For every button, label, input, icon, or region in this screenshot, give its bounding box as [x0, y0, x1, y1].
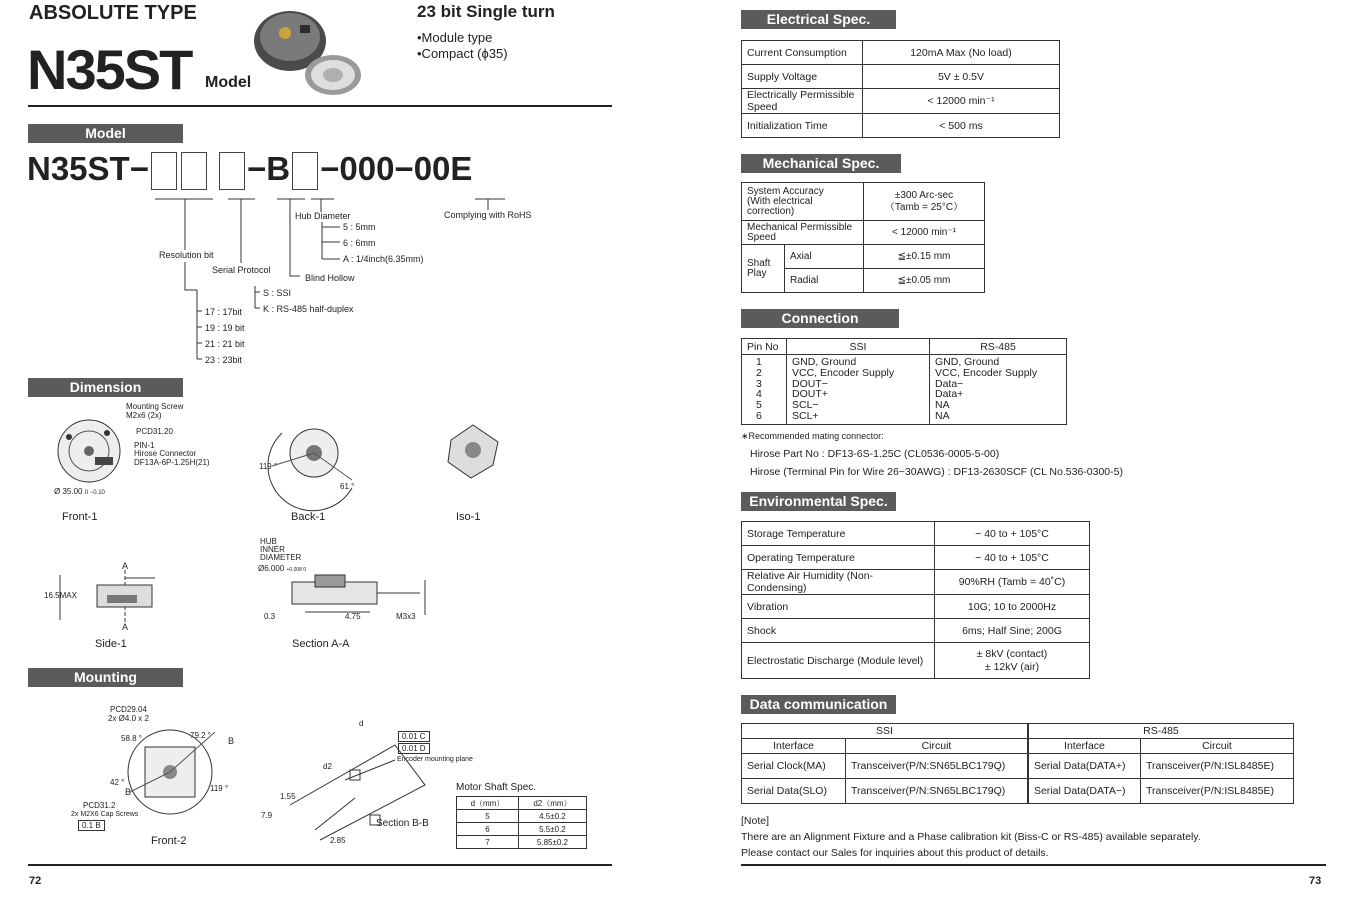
- m2x6-label: M2x6 (2x): [126, 411, 162, 420]
- d475-label: 4.75: [345, 612, 361, 621]
- model-label: Model: [205, 74, 252, 91]
- mech-speed-label-1: Mechanical Permissible: [747, 221, 853, 233]
- ssi-signal: DOUT+: [792, 388, 828, 401]
- angle-79-2-label: 79.2 °: [190, 731, 211, 740]
- shaft-col-d2: d2（mm）: [518, 797, 586, 810]
- current-label: Current Consumption: [742, 41, 863, 65]
- connector-note: ∗Recommended mating connector:: [741, 431, 884, 441]
- absolute-type-label: ABSOLUTE TYPE: [29, 2, 197, 24]
- dia35-value: Ø 35.00: [54, 487, 83, 496]
- pin-no: 3: [756, 377, 762, 390]
- voltage-label: Supply Voltage: [742, 65, 863, 89]
- tolerance-box: 0.1 B: [78, 820, 105, 831]
- environmental-spec-table: [741, 521, 1090, 679]
- rs485-interface: Serial Data(DATA+): [1028, 754, 1141, 779]
- dimension-section-header: Dimension: [28, 378, 183, 397]
- ssi-signal: GND, Ground: [792, 356, 857, 368]
- v2-85-label: 2.85: [330, 836, 346, 845]
- right-bottom-rule: [741, 864, 1326, 866]
- dia35-tolerance: 0 −0.10: [84, 490, 105, 496]
- subcol-interface: Interface: [742, 739, 846, 754]
- pin-no: 2: [756, 366, 762, 379]
- d-mark: d: [359, 719, 364, 728]
- radial-value: ≦±0.05 mm: [864, 269, 985, 293]
- humidity-value: 90%RH (Tamb = 40˚C): [935, 570, 1090, 595]
- operating-temp-value: − 40 to + 105°C: [935, 546, 1090, 570]
- hirose-part-no: Hirose Part No : DF13-6S-1.25C (CL0536-0005-5-00): [750, 448, 1000, 460]
- d2-mark: d2: [323, 762, 332, 771]
- df13-label: DF13A-6P-1.25H(21): [134, 458, 210, 467]
- rs485-signal: NA: [935, 399, 950, 412]
- capscrews-label: 2x M2X6 Cap Screws: [71, 811, 139, 818]
- resolution-option-17: 17 : 17bit: [205, 307, 243, 317]
- m3x3-label: M3x3: [396, 612, 416, 621]
- resolution-option-23: 23 : 23bit: [205, 355, 243, 365]
- axial-value: ≦±0.15 mm: [864, 245, 985, 269]
- side-1-caption: Side-1: [95, 638, 127, 650]
- subcol-circuit: Circuit: [1140, 739, 1293, 754]
- mounting-section-header: Mounting: [28, 668, 183, 687]
- a-mark-bottom: A: [122, 622, 129, 632]
- rs485-signal: GND, Ground: [935, 356, 1000, 368]
- electrical-spec-header: Electrical Spec.: [741, 10, 896, 29]
- dia6-value: Ø6.000: [258, 564, 285, 573]
- shock-value: 6ms; Half Sine; 200G: [935, 619, 1090, 643]
- init-time-label: Initialization Time: [742, 114, 863, 138]
- rs485-interface: Serial Data(DATA−): [1028, 779, 1141, 804]
- rs485-signal: NA: [935, 409, 950, 422]
- rohs-label: Complying with RoHS: [444, 210, 532, 220]
- col-ssi: SSI: [787, 339, 930, 355]
- front-1-drawing: [55, 415, 125, 485]
- resolution-option-19: 19 : 19 bit: [205, 323, 245, 333]
- elec-speed-value: < 12000 min⁻¹: [863, 89, 1060, 114]
- elec-speed-label: Electrically Permissible Speed: [742, 89, 863, 114]
- pin-no: 4: [756, 388, 762, 401]
- model-section-header: Model: [28, 124, 183, 143]
- blind-hollow-label: Blind Hollow: [305, 273, 355, 283]
- note-line-2: Please contact our Sales for inquiries about this product of details.: [741, 847, 1049, 859]
- serial-option-k: K : RS-485 half-duplex: [263, 304, 354, 314]
- back-1-caption: Back-1: [291, 511, 326, 523]
- angle-119-label: 119 °: [210, 784, 229, 793]
- code-mid: −B: [246, 150, 291, 187]
- left-bottom-rule: [28, 864, 612, 866]
- mech-speed-label: [742, 221, 864, 245]
- electrical-spec-table: [741, 40, 1060, 138]
- max-16-5-label: 16.5MAX: [44, 591, 77, 600]
- storage-temp-value: − 40 to + 105°C: [935, 522, 1090, 546]
- front-2-drawing: [130, 712, 230, 812]
- dia6-tolerance: +0.008 0: [286, 567, 307, 573]
- vibration-label: Vibration: [742, 595, 935, 619]
- subcol-circuit: Circuit: [846, 739, 1028, 754]
- code-suffix: −000−00E: [320, 150, 473, 187]
- pin-numbers: [742, 355, 787, 425]
- hub-option-5: 5 : 5mm: [343, 222, 376, 232]
- shaft-play-1: Shaft: [747, 257, 771, 269]
- hirose-terminal-pin: Hirose (Terminal Pin for Wire 26~30AWG) : DF13-2630SCF (CL No.536-0300-5): [750, 466, 1123, 478]
- ssi-circuit: Transceiver(P/N:SN65LBC179Q): [846, 754, 1028, 779]
- page-number-left: 72: [29, 875, 42, 887]
- shaft-d-5: 5: [457, 810, 519, 823]
- hub-option-6: 6 : 6mm: [343, 238, 376, 248]
- tolerance-0-01-d: 0.01 D: [398, 743, 430, 754]
- pin-no: 1: [756, 356, 762, 368]
- rs485-signal: Data−: [935, 377, 964, 390]
- model-name-title: N35ST: [27, 38, 192, 101]
- subcol-interface: Interface: [1028, 739, 1141, 754]
- angle-58-8-label: 58.8 °: [121, 734, 142, 743]
- holes-label: 2x Ø4.0 x 2: [108, 714, 149, 723]
- feature-compact: •Compact (ϕ35): [417, 46, 508, 61]
- accuracy-value-2: （Tamb = 25°C）: [884, 201, 964, 213]
- motor-shaft-spec-title: Motor Shaft Spec.: [456, 782, 537, 793]
- data-communication-table: [741, 723, 1294, 804]
- pcd31-2-label: PCD31.2: [83, 801, 116, 810]
- angle-61-label: 61 °: [340, 482, 355, 491]
- page-number-right: 73: [1309, 875, 1322, 887]
- voltage-value: 5V ± 0.5V: [863, 65, 1060, 89]
- shaft-d2-7: 5.85±0.2: [518, 836, 586, 849]
- shaft-play-2: Play: [747, 267, 767, 279]
- hub-label: HUB: [260, 537, 277, 546]
- shock-label: Shock: [742, 619, 935, 643]
- angle-42-label: 42 °: [110, 778, 125, 787]
- shaft-d-7: 7: [457, 836, 519, 849]
- accuracy-value: [864, 183, 985, 221]
- rs485-signal: VCC, Encoder Supply: [935, 366, 1038, 379]
- mechanical-spec-table: [741, 182, 985, 293]
- a-mark-top: A: [122, 561, 129, 571]
- shaft-col-d: d（mm）: [457, 797, 519, 810]
- rs485-circuit: Transceiver(P/N:ISL8485E): [1140, 779, 1293, 804]
- storage-temp-label: Storage Temperature: [742, 522, 935, 546]
- accuracy-label-2: (With electrical correction): [747, 195, 813, 217]
- init-time-value: < 500 ms: [863, 114, 1060, 138]
- ssi-signal: SCL−: [792, 399, 819, 412]
- headline: 23 bit Single turn: [417, 2, 555, 21]
- accuracy-label: [742, 183, 864, 221]
- d03-label: 0.3: [264, 612, 276, 621]
- angle-119-label: 119 °: [259, 462, 278, 471]
- mechanical-spec-header: Mechanical Spec.: [741, 154, 901, 173]
- model-tree-lines: [0, 0, 612, 370]
- b-mark-left: B: [125, 787, 132, 797]
- pin-no: 6: [756, 409, 762, 422]
- pin-no: 5: [756, 399, 762, 412]
- inner-label: INNER: [260, 545, 285, 554]
- environmental-spec-header: Environmental Spec.: [741, 492, 896, 511]
- esd-value: [935, 643, 1090, 679]
- mounting-screw-label: Mounting Screw: [126, 402, 184, 411]
- operating-temp-label: Operating Temperature: [742, 546, 935, 570]
- ssi-signals: [787, 355, 930, 425]
- esd-label: Electrostatic Discharge (Module level): [742, 643, 935, 679]
- b-mark-right: B: [228, 736, 235, 746]
- shaft-d-6: 6: [457, 823, 519, 836]
- serial-protocol-label: Serial Protocol: [212, 265, 271, 275]
- ssi-signal: SCL+: [792, 409, 819, 422]
- front-1-caption: Front-1: [62, 511, 98, 523]
- esd-air: ± 12kV (air): [984, 660, 1040, 673]
- motor-shaft-spec-table: [456, 796, 587, 849]
- group-ssi: SSI: [742, 724, 1028, 739]
- hub-diameter-label: Hub Diameter: [295, 211, 351, 221]
- mech-speed-label-2: Speed: [747, 231, 776, 243]
- pcd29-label: PCD29.04: [110, 705, 147, 714]
- serial-option-s: S : SSI: [263, 288, 292, 298]
- accuracy-value-1: ±300 Arc-sec: [894, 189, 954, 201]
- rs485-circuit: Transceiver(P/N:ISL8485E): [1140, 754, 1293, 779]
- connection-table: [741, 338, 1067, 425]
- v1-55-label: 1.55: [280, 792, 296, 801]
- iso-1-caption: Iso-1: [456, 511, 481, 523]
- code-prefix: N35ST−: [27, 150, 149, 187]
- esd-contact: ± 8kV (contact): [976, 647, 1048, 660]
- dia35-label: [54, 487, 105, 496]
- col-rs485: RS-485: [930, 339, 1067, 355]
- rs485-signals: [930, 355, 1067, 425]
- axial-label: Axial: [785, 245, 864, 269]
- accuracy-label-1: System Accuracy: [747, 185, 824, 197]
- rs485-signal: Data+: [935, 388, 964, 401]
- resolution-label: Resolution bit: [159, 250, 214, 260]
- radial-label: Radial: [785, 269, 864, 293]
- shaft-d2-5: 4.5±0.2: [518, 810, 586, 823]
- note-line-1: There are an Alignment Fixture and a Phase calibration kit (Biss-C or RS-485) available separately.: [741, 831, 1201, 843]
- ssi-signal: DOUT−: [792, 377, 828, 390]
- col-pin-no: Pin No: [742, 339, 787, 355]
- section-b-b-caption: Section B-B: [376, 818, 429, 829]
- pcd-label: PCD31.20: [136, 427, 173, 436]
- hirose-label: Hirose Connector: [134, 449, 197, 458]
- current-value: 120mA Max (No load): [863, 41, 1060, 65]
- data-communication-header: Data communication: [741, 695, 896, 714]
- resolution-option-21: 21 : 21 bit: [205, 339, 245, 349]
- ssi-interface: Serial Clock(MA): [742, 754, 846, 779]
- section-a-a-caption: Section A-A: [292, 638, 350, 650]
- group-rs485: RS-485: [1028, 724, 1294, 739]
- front-2-caption: Front-2: [151, 835, 187, 847]
- vibration-value: 10G; 10 to 2000Hz: [935, 595, 1090, 619]
- note-title: [Note]: [741, 815, 770, 827]
- ssi-signal: VCC, Encoder Supply: [792, 366, 895, 379]
- pin1-label: PIN-1: [134, 441, 155, 450]
- hub-option-a: A : 1/4inch(6.35mm): [343, 254, 424, 264]
- shaft-play-label: [742, 245, 785, 293]
- connection-header: Connection: [741, 309, 899, 328]
- diameter-label: DIAMETER: [260, 553, 302, 562]
- shaft-d2-6: 5.5±0.2: [518, 823, 586, 836]
- ssi-interface: Serial Data(SLO): [742, 779, 846, 804]
- ssi-circuit: Transceiver(P/N:SN65LBC179Q): [846, 779, 1028, 804]
- v7-9-label: 7.9: [261, 811, 273, 820]
- tolerance-0-01-c: 0.01 C: [398, 731, 430, 742]
- iso-1-drawing: [443, 420, 503, 480]
- humidity-label: Relative Air Humidity (Non-Condensing): [742, 570, 935, 595]
- feature-module: •Module type: [417, 30, 493, 45]
- mounting-plane-label: Encoder mounting plane: [397, 756, 473, 763]
- mech-speed-value: < 12000 min⁻¹: [864, 221, 985, 245]
